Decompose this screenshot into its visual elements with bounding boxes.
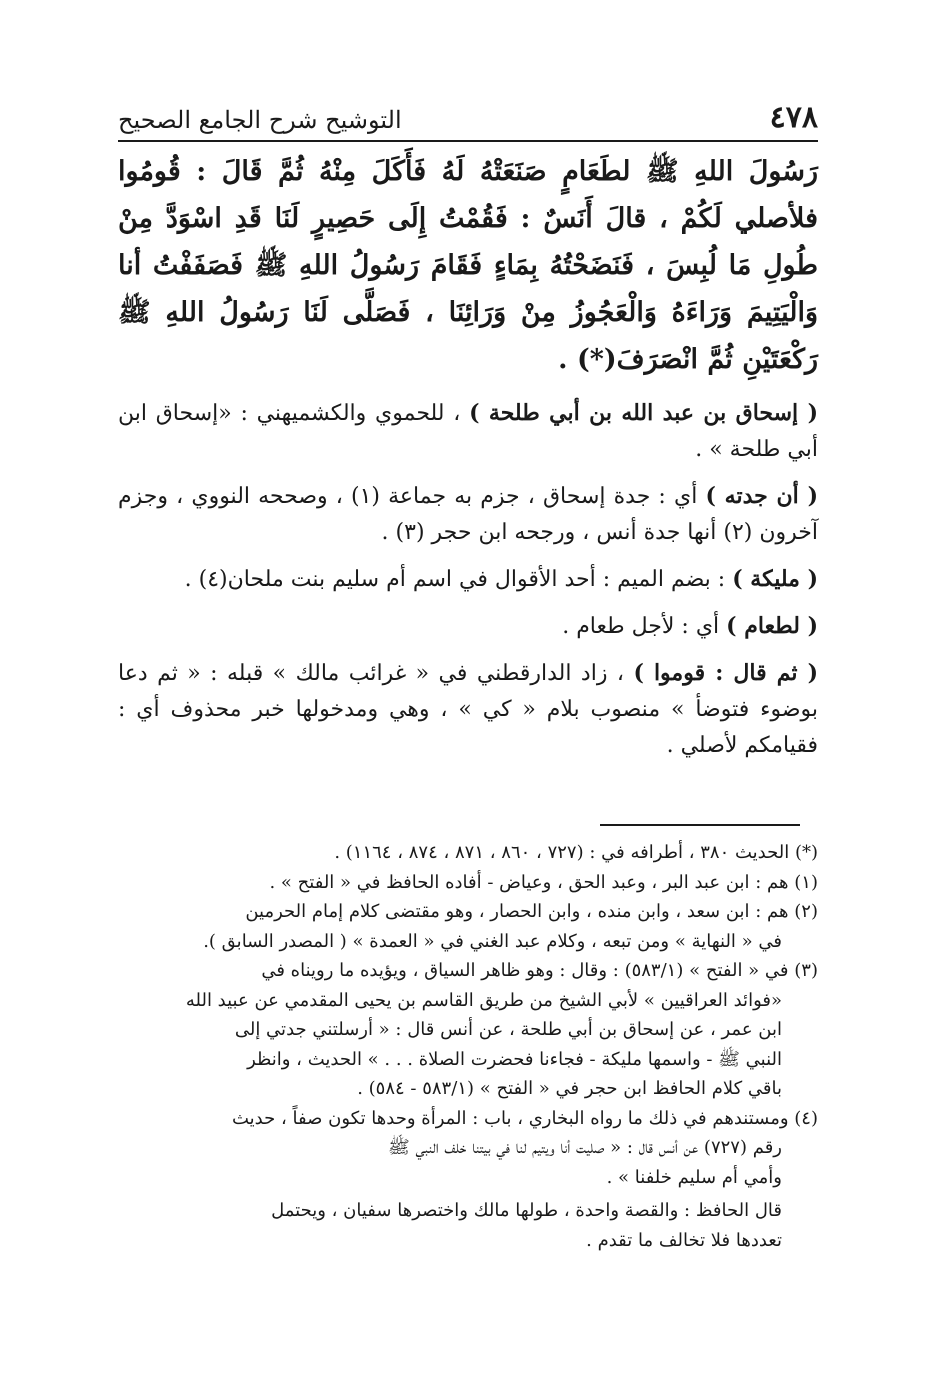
footnote-line: «فوائد العراقيين » لأبي الشيخ من طريق القاسم بن يحيى المقدمي عن عبيد الله xyxy=(185,989,782,1011)
footnote-marker: (١) xyxy=(794,871,818,893)
commentary-paragraph xyxy=(118,395,818,468)
footnote-line: وأمي أم سليم خلفنا » . xyxy=(606,1166,782,1188)
footnote-line: الحديث ٣٨٠ ، أطرافه في : (٧٢٧ ، ٨٦٠ ، ٨٧١ ، ٨٧٤ ، ١١٦٤) . xyxy=(334,842,790,863)
footnote-marker: (٣) xyxy=(794,960,818,981)
footnote-line: رقم (٧٢٧) عن أنس قال : « صليت أنا ويتيم لنا في بيتنا خلف النبي ﷺ xyxy=(388,1137,782,1158)
footnote-line: هم : ابن عبد البر ، وعبد الحق ، وعياض - أفاده الحافظ في « الفتح » . xyxy=(269,871,789,893)
footnote-line: هم : ابن سعد ، وابن منده ، وابن الحصار ، وهو مقتضى كلام إمام الحرمين xyxy=(245,901,789,922)
commentary-paragraph xyxy=(118,478,818,551)
commentary-lemma: ( لطعام ) xyxy=(726,613,818,639)
footnote xyxy=(118,956,818,986)
commentary-paragraph xyxy=(118,655,818,764)
commentary-lemma: ( أن جدته ) xyxy=(705,483,818,509)
commentary-text: ، زاد الدارقطني في « غرائب مالك » قبله : « ثم دعا بوضوء فتوضأ » منصوب بلام « كي » ، وهي ومدخولها خبر محذوف أي : فقيامكم لأصلي . xyxy=(118,661,818,758)
footnote-line: النبي ﷺ - واسمها مليكة - فجاءنا فحضرت الصلاة . . . » الحديث ، وانظر xyxy=(247,1048,782,1070)
commentary-text: : بضم الميم : أحد الأقوال في اسم أم سليم بنت ملحان(٤) . xyxy=(184,567,733,592)
footnote-rule xyxy=(600,824,800,826)
commentary-lemma: ( إسحاق بن عبد الله بن أبي طلحة ) xyxy=(469,400,818,426)
page-number: ٤٧٨ xyxy=(769,100,818,135)
footnote-marker: (٤) xyxy=(794,1107,818,1129)
footnote-marker: (*) xyxy=(794,842,818,863)
footnote xyxy=(118,838,818,868)
commentary-paragraph xyxy=(118,561,818,598)
footnote xyxy=(118,1104,818,1134)
main-text xyxy=(118,148,818,764)
footnote-line: باقي كلام الحافظ ابن حجر في « الفتح » (٥٨٣/١ - ٥٨٤) . xyxy=(357,1078,782,1099)
commentary-paragraph xyxy=(118,608,818,645)
footnote-line: في « النهاية » ومن تبعه ، وكلام عبد الغني في « العمدة » ( المصدر السابق ). xyxy=(203,930,782,952)
hadith-text: رَسُولَ اللهِ ﷺ لطَعَامٍ صَنَعَتْهُ لَهُ فَأَكَلَ مِنْهُ ثُمَّ قَالَ : قُومُوا فلأصلي لَكُمْ ، قالَ أَنَسٌ : فَقُمْتُ إِلَى حَصِيرٍ لَنَا قَدِ اسْوَدَّ مِنْ طُولِ مَا لُبِسَ ، فَنَضَحْتُهُ بِمَاءٍ فَقَامَ رَسُولُ اللهِ ﷺ فَصَفَفْتُ أنا وَالْيَتِيمَ وَرَاءَهُ وَالْعَجُوزُ مِنْ وَرَائِنَا ، فَصَلَّى لَنَا رَسُولُ اللهِ ﷺ رَكْعَتَيْنِ ثُمَّ انْصَرَفَ(*) . xyxy=(118,156,818,375)
header-rule xyxy=(118,140,818,142)
footnote-marker: (٢) xyxy=(794,901,818,922)
footnote-line: ابن عمر ، عن إسحاق بن أبي طلحة ، عن أنس قال : « أرسلتني جدتي إلى xyxy=(234,1019,782,1040)
footnote-line: في « الفتح » (٥٨٣/١) : وقال : وهو ظاهر السياق ، ويؤيده ما رويناه في xyxy=(261,960,789,981)
commentary-text: أي : جدة إسحاق ، جزم به جماعة (١) ، وصححه النووي ، وجزم آخرون (٢) أنها جدة أنس ، ورجحه ابن حجر (٣) . xyxy=(118,484,818,545)
footnote-line: تعددها فلا تخالف ما تقدم . xyxy=(586,1229,782,1251)
commentary-text: ، للحموي والكشميهني : «إسحاق ابن أبي طلحة » . xyxy=(118,401,818,462)
commentary-lemma: ( مليكة ) xyxy=(732,566,818,592)
hadith-text-block xyxy=(118,148,818,383)
page-header xyxy=(118,96,818,136)
footnote-line: قال الحافظ : والقصة واحدة ، طولها مالك واختصرها سفيان ، ويحتمل xyxy=(271,1200,782,1221)
running-title: التوشيح شرح الجامع الصحيح xyxy=(118,106,402,134)
footnote-line: ومستندهم في ذلك ما رواه البخاري ، باب : المرأة وحدها تكون صفاً ، حديث xyxy=(232,1107,789,1129)
commentary-lemma: ( ثم قال : قوموا ) xyxy=(633,660,818,686)
footnote xyxy=(118,868,818,898)
footnotes xyxy=(118,838,818,1255)
commentary-text: أي : لأجل طعام . xyxy=(562,614,727,639)
footnote xyxy=(118,897,818,927)
